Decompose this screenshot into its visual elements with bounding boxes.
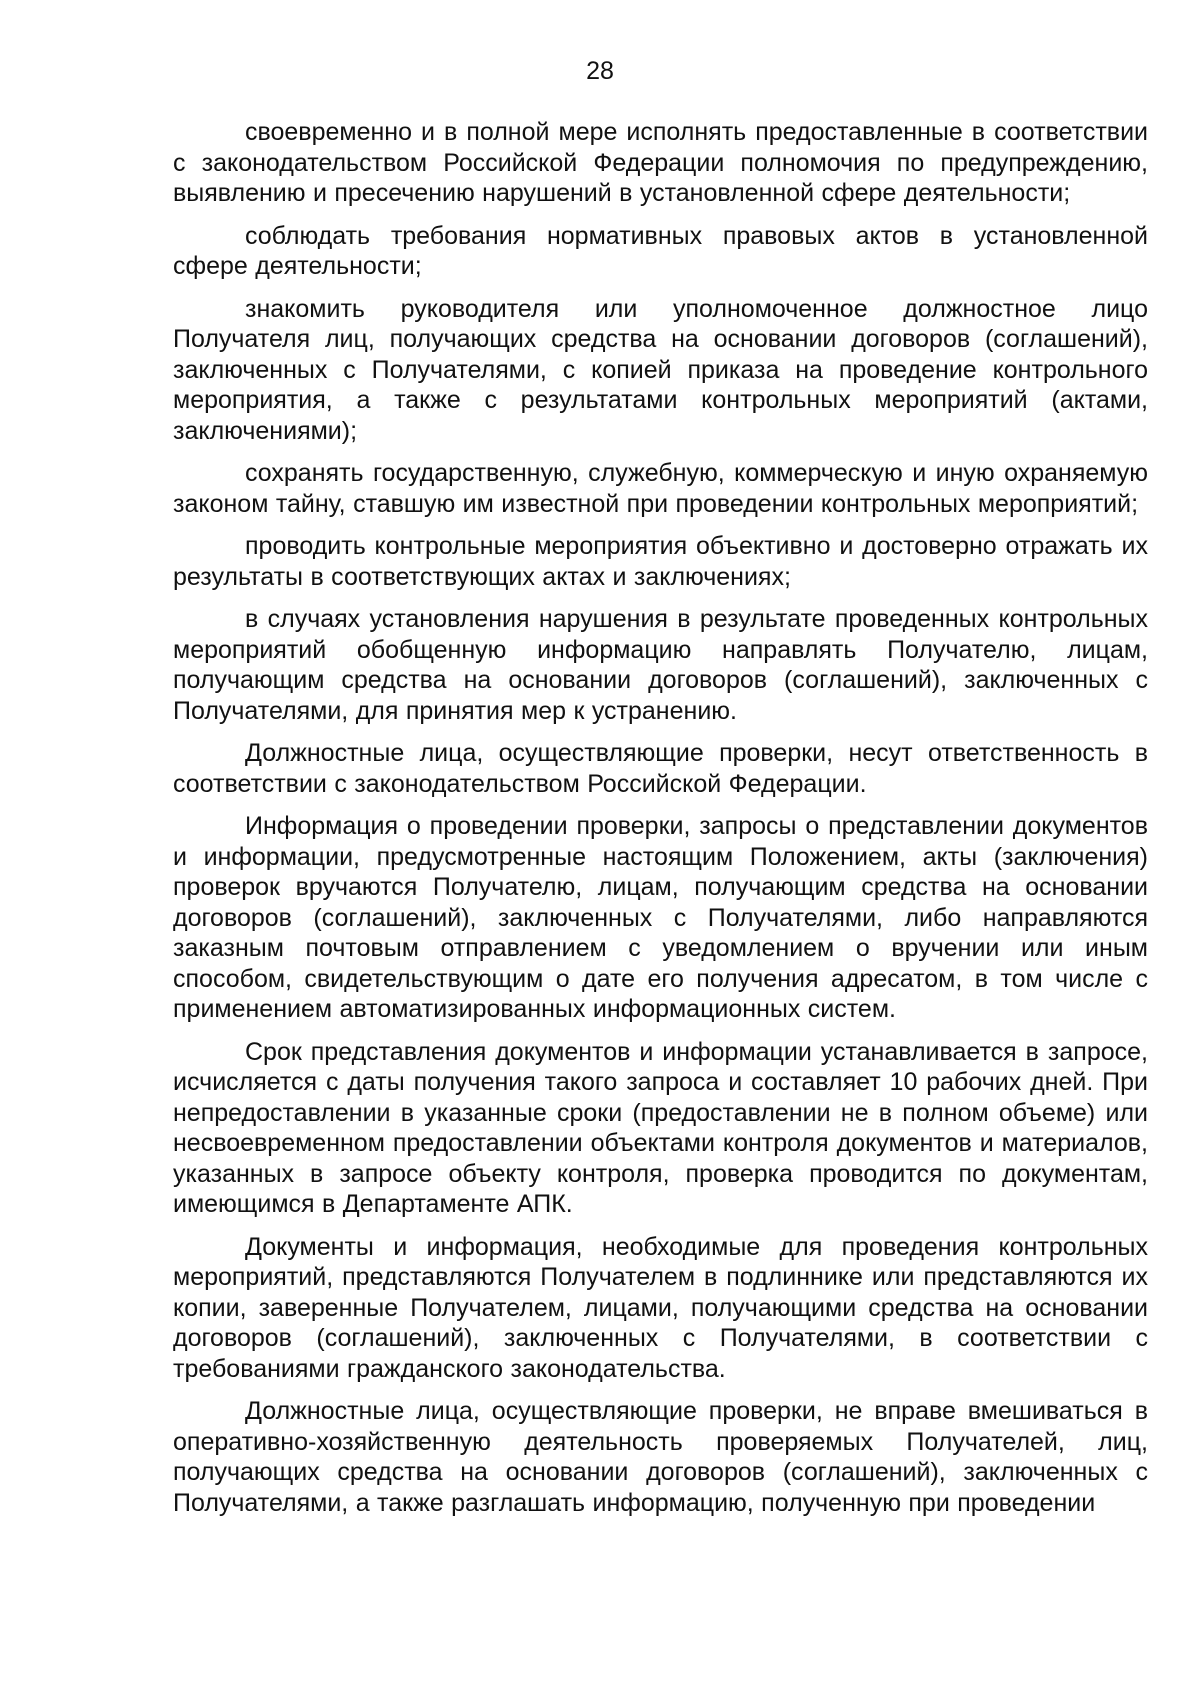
paragraph-duty-acquaint-head: знакомить руководителя или уполномоченное должностное лицо Получателя лиц, получающих средства на основании договоров (соглашений), заключенных с Получателями, с копией приказа на проведение контрольного мероприятия, а также с результатами контрольных мероприятий (актами, заключениями); — [173, 294, 1148, 445]
paragraph-duty-conduct-objectively: проводить контрольные мероприятия объективно и достоверно отражать их результаты в соответствующих актах и заключениях; — [173, 532, 1148, 591]
paragraph-no-interference: Должностные лица, осуществляющие проверки, не вправе вмешиваться в оперативно-хозяйственную деятельность проверяемых Получателей, лиц, получающих средства на основании договоров (соглашений), заключенных с Получателями, а также разглашать информацию, полученную при проведении — [173, 1397, 1148, 1517]
paragraph-information-delivery: Информация о проведении проверки, запросы о представлении документов и информации, предусмотренные настоящим Положением, акты (заключения) проверок вручаются Получателю, лицам, получающим средства на основании договоров (соглашений), заключенных с Получателями, либо направляются заказным почтовым отправлением с уведомлением о вручении или иным способом, свидетельствующим о дате его получения адресатом, в том числе с применением автоматизированных информационных систем. — [173, 812, 1148, 1023]
document-body — [173, 117, 1148, 1518]
paragraph-duty-send-information: в случаях установления нарушения в результате проведенных контрольных мероприятий обобщенную информацию направлять Получателю, лицам, получающим средства на основании договоров (соглашений), заключенных с Получателями, для принятия мер к устранению. — [173, 605, 1148, 725]
paragraph-submission-deadline: Срок представления документов и информации устанавливается в запросе, исчисляется с даты получения такого запроса и составляет 10 рабочих дней. При непредоставлении в указанные сроки (предоставлении не в полном объеме) или несвоевременном предоставлении объектами контроля документов и материалов, указанных в запросе объекту контроля, проверка проводится по документам, имеющимся в Департаменте АПК. — [173, 1037, 1148, 1218]
paragraph-duty-keep-secret: сохранять государственную, служебную, коммерческую и иную охраняемую законом тайну, ставшую им известной при проведении контрольных мероприятий; — [173, 459, 1148, 518]
paragraph-duty-exercise-powers: своевременно и в полной мере исполнять предоставленные в соответствии с законодательством Российской Федерации полномочия по предупреждению, выявлению и пресечению нарушений в установленной сфере деятельности; — [173, 118, 1148, 207]
page-number: 28 — [586, 57, 614, 85]
paragraph-duty-observe-requirements: соблюдать требования нормативных правовых актов в установленной сфере деятельности; — [173, 221, 1148, 280]
paragraph-officials-responsibility: Должностные лица, осуществляющие проверки, несут ответственность в соответствии с законодательством Российской Федерации. — [173, 739, 1148, 798]
paragraph-documents-submission: Документы и информация, необходимые для проведения контрольных мероприятий, представляются Получателем в подлиннике или представляются их копии, заверенные Получателем, лицами, получающими средства на основании договоров (соглашений), заключенных с Получателями, в соответствии с требованиями гражданского законодательства. — [173, 1232, 1148, 1383]
